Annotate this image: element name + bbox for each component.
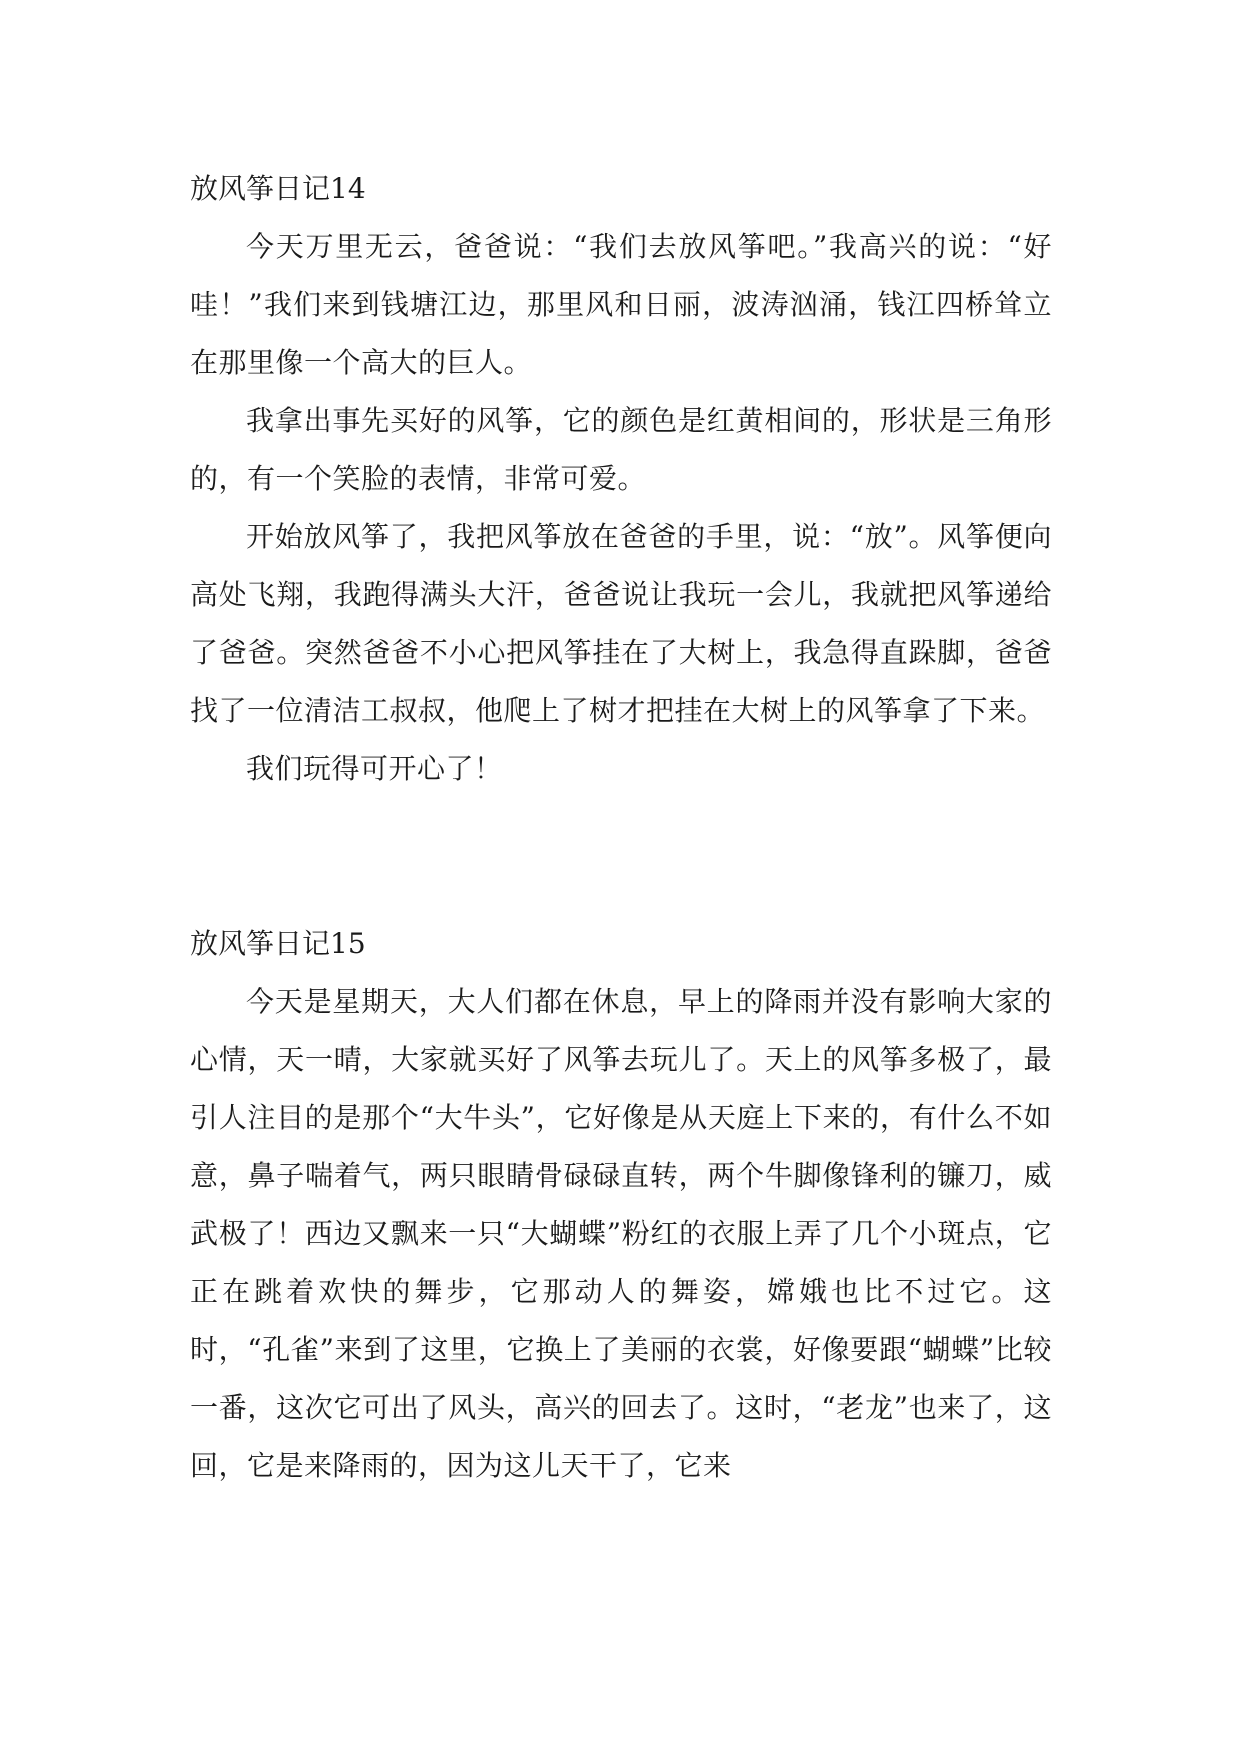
paragraph: 开始放风筝了，我把风筝放在爸爸的手里，说：“放”。风筝便向高处飞翔，我跑得满头大汗，爸爸说让我玩一会儿，我就把风筝递给了爸爸。突然爸爸不小心把风筝挂在了大树上，我急得直跺脚，爸爸找了一位清洁工叔叔，他爬上了树才把挂在大树上的风筝拿了下来。 xyxy=(190,520,1052,727)
paragraph: 我们玩得可开心了！ xyxy=(246,752,503,785)
entry-title: 放风筝日记15 xyxy=(190,927,366,960)
paragraph: 今天是星期天，大人们都在休息，早上的降雨并没有影响大家的心情，天一晴，大家就买好了风筝去玩儿了。天上的风筝多极了，最引人注目的是那个“大牛头”，它好像是从天庭上下来的，有什么不如意，鼻子喘着气，两只眼睛骨碌碌直转，两个牛脚像锋利的镰刀，威武极了！西边又飘来一只“大蝴蝶”粉红的衣服上弄了几个小斑点，它正在跳着欢快的舞步，它那动人的舞姿，嫦娥也比不过它。这时，“孔雀”来到了这里，它换上了美丽的衣裳，好像要跟“蝴蝶”比较一番，这次它可出了风头，高兴的回去了。这时，“老龙”也来了，这回，它是来降雨的，因为这儿天干了，它来 xyxy=(190,985,1052,1482)
entry-title: 放风筝日记14 xyxy=(190,172,366,205)
diary-entry-14 xyxy=(190,160,1052,798)
diary-entry-15 xyxy=(190,915,1052,1495)
paragraph: 我拿出事先买好的风筝，它的颜色是红黄相间的，形状是三角形的，有一个笑脸的表情，非常可爱。 xyxy=(190,404,1052,495)
paragraph: 今天万里无云，爸爸说：“我们去放风筝吧。”我高兴的说：“好哇！”我们来到钱塘江边，那里风和日丽，波涛汹涌，钱江四桥耸立在那里像一个高大的巨人。 xyxy=(190,230,1052,379)
